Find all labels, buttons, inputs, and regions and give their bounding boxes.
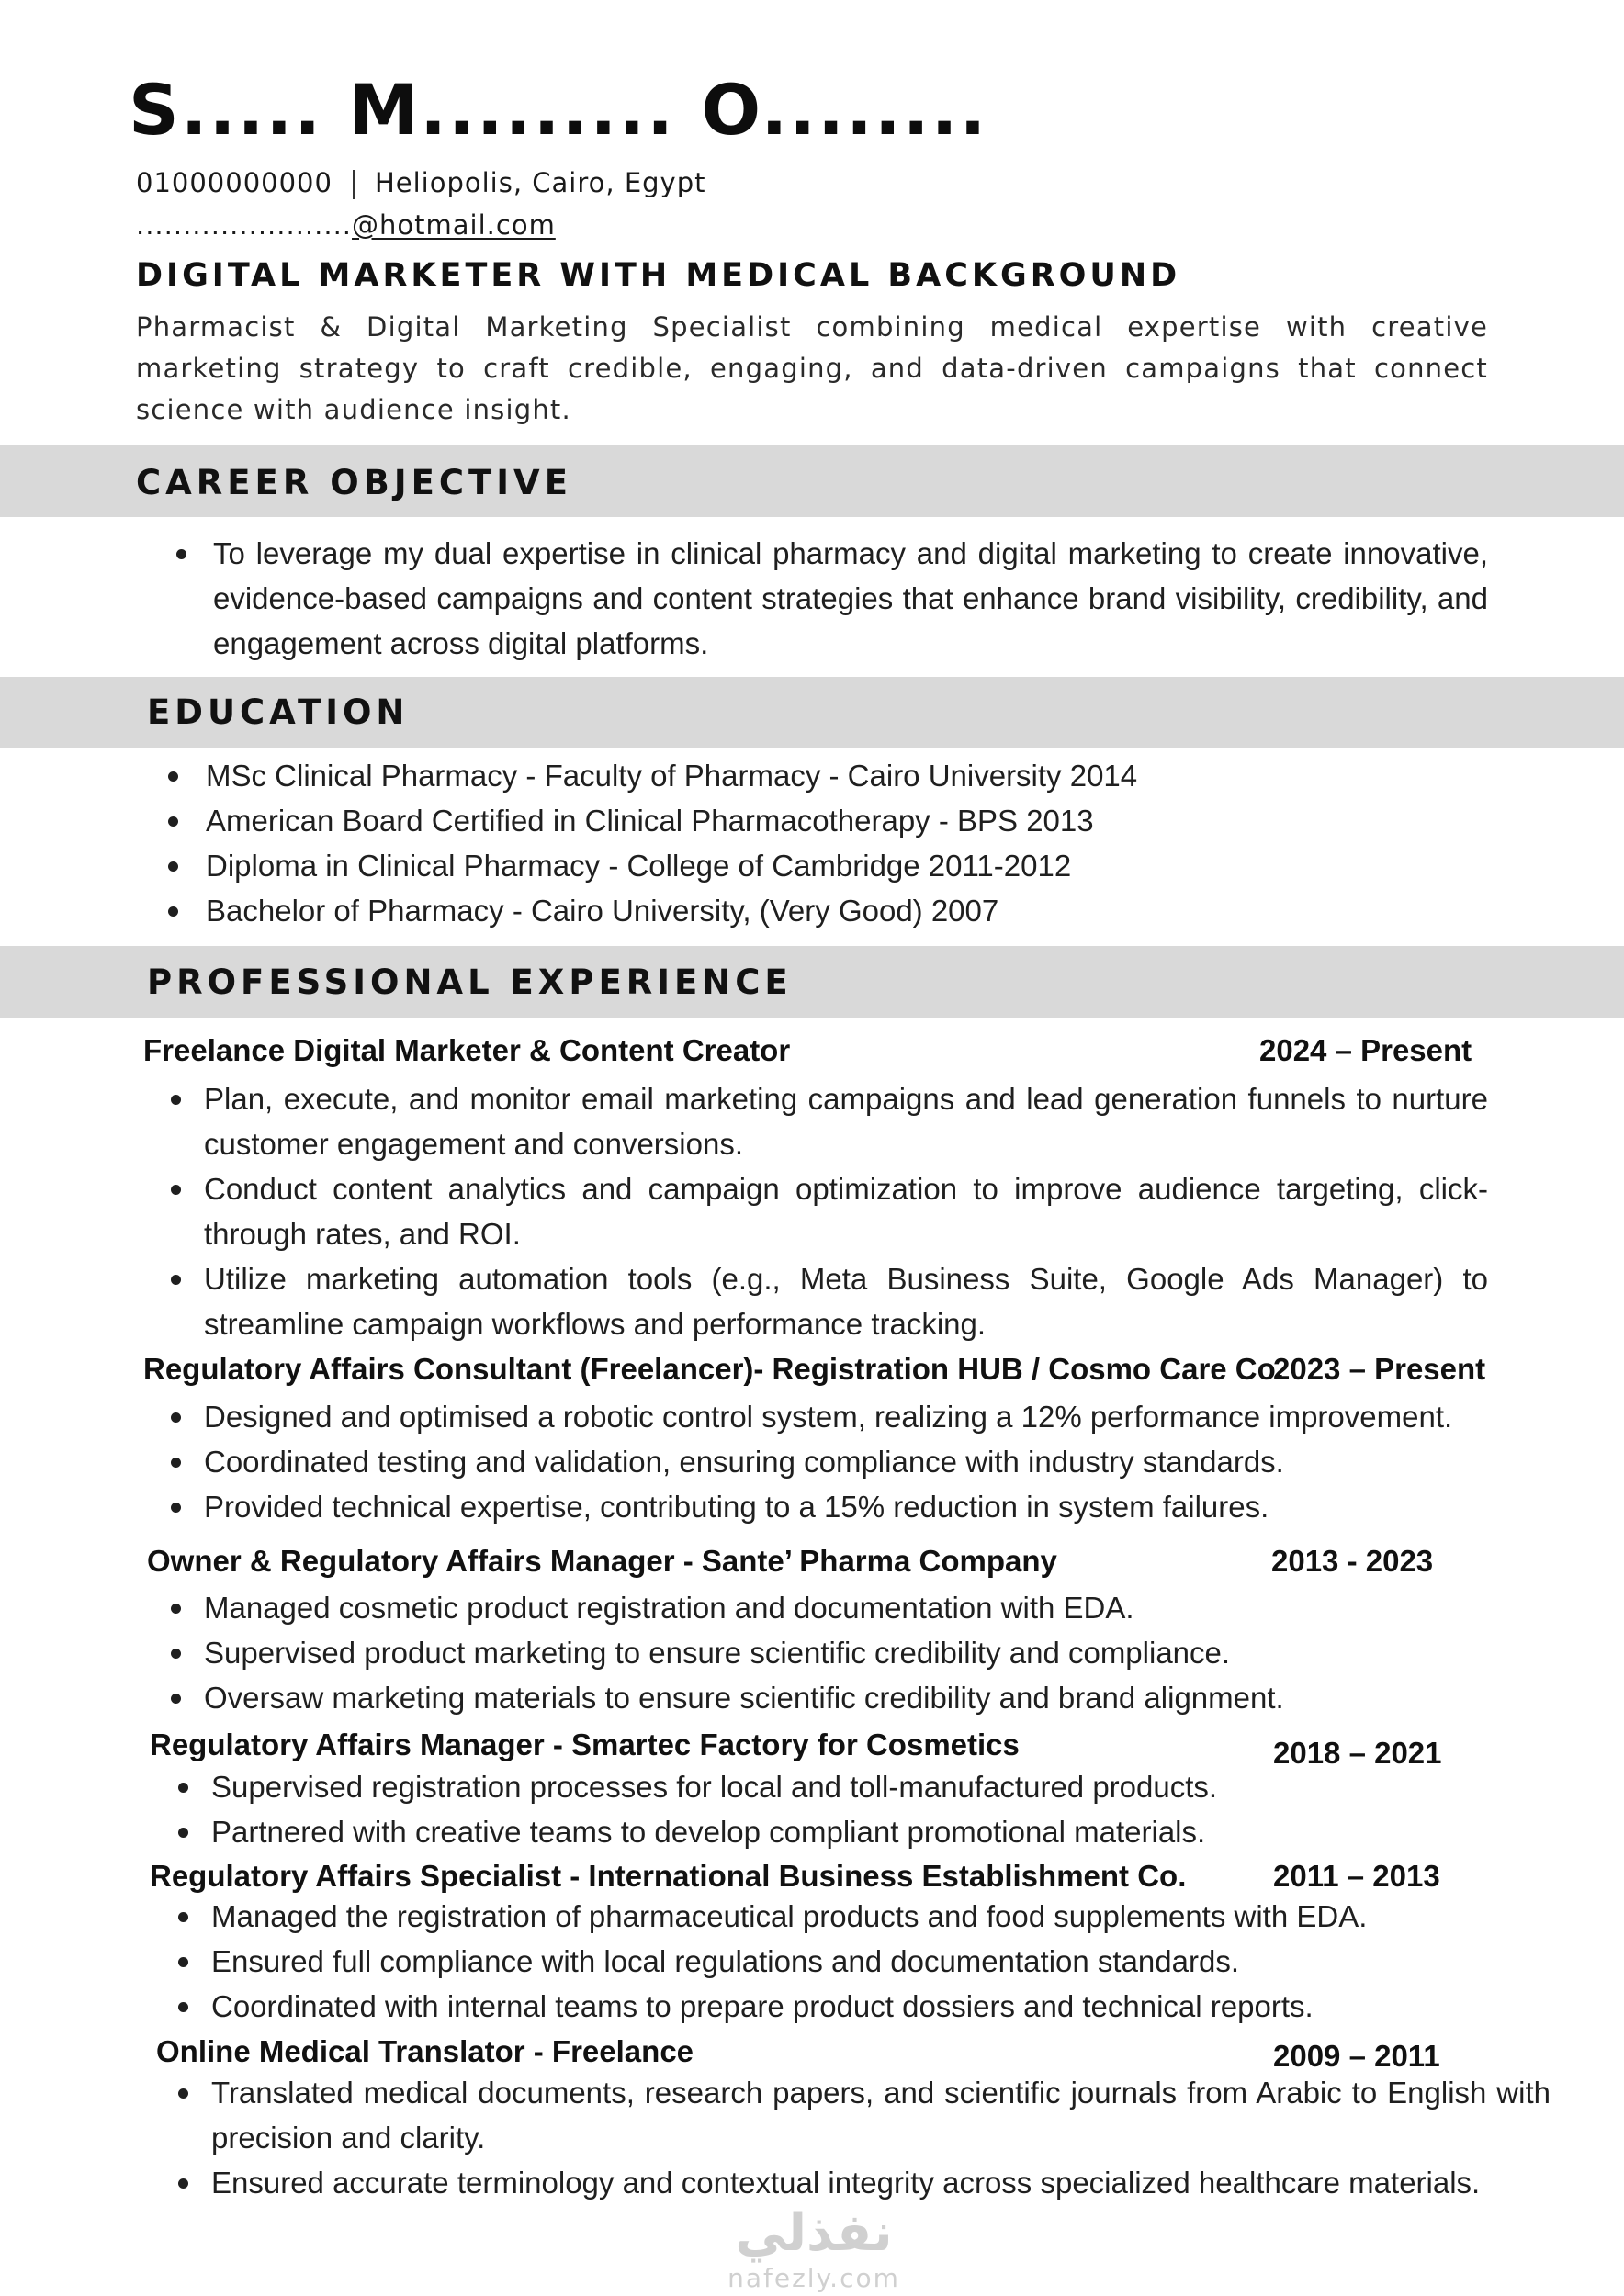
job-duties-list — [165, 1076, 1488, 1346]
job-date: 2023 – Present — [1273, 1352, 1486, 1386]
job-duties-list — [173, 1764, 1495, 1854]
contact-line — [136, 167, 706, 199]
job-title: Regulatory Affairs Consultant (Freelancer)- Registration HUB / Cosmo Care Co. — [143, 1352, 1284, 1386]
job-title: Owner & Regulatory Affairs Manager - Sante’ Pharma Company — [147, 1544, 1057, 1578]
candidate-name: S..... M......... O........ — [129, 69, 988, 151]
job-duties-list — [165, 1394, 1488, 1529]
job-duties-list — [165, 1585, 1488, 1720]
job-duties-list — [173, 1894, 1495, 2029]
job-date: 2024 – Present — [1259, 1033, 1472, 1067]
watermark-latin: nafezly.com — [727, 2263, 900, 2293]
email-link[interactable]: @hotmail.com — [352, 209, 556, 241]
list-item: Supervised product marketing to ensure scientific credibility and compliance. — [165, 1630, 1488, 1675]
list-item: Designed and optimised a robotic control system, realizing a 12% performance improvement. — [165, 1394, 1488, 1439]
list-item: Bachelor of Pharmacy - Cairo University, (Very Good) 2007 — [165, 888, 1488, 933]
email-prefix: ....................... — [136, 209, 353, 241]
job-duties-list — [173, 2070, 1551, 2205]
email-address — [136, 209, 556, 241]
list-item: Utilize marketing automation tools (e.g., Meta Business Suite, Google Ads Manager) to streamline campaign workflows and performance tracking. — [165, 1256, 1488, 1346]
profile-summary: Pharmacist & Digital Marketing Specialist combining medical expertise with creative marketing strategy to craft credible, engaging, and data-driven campaigns that connect science with audience insight. — [136, 311, 1488, 425]
list-item: MSc Clinical Pharmacy - Faculty of Pharmacy - Cairo University 2014 — [165, 753, 1488, 798]
list-item: Diploma in Clinical Pharmacy - College of Cambridge 2011-2012 — [165, 843, 1488, 888]
section-title-experience: PROFESSIONAL EXPERIENCE — [147, 962, 793, 1002]
list-item: Provided technical expertise, contributing to a 15% reduction in system failures. — [165, 1484, 1488, 1529]
section-title-education: EDUCATION — [147, 692, 410, 732]
job-date: 2018 – 2021 — [1273, 1736, 1442, 1770]
job-title: Regulatory Affairs Specialist - International Business Establishment Co. — [150, 1859, 1187, 1893]
watermark-logo — [713, 2204, 915, 2294]
list-item: Ensured full compliance with local regulations and documentation standards. — [173, 1939, 1495, 1984]
list-item: Translated medical documents, research papers, and scientific journals from Arabic to English with precision and clarity. — [173, 2070, 1551, 2160]
job-date: 2013 - 2023 — [1271, 1544, 1434, 1578]
watermark-arabic: نفذلي — [735, 2203, 893, 2263]
list-item: Coordinated testing and validation, ensuring compliance with industry standards. — [165, 1439, 1488, 1484]
list-item: Oversaw marketing materials to ensure scientific credibility and brand alignment. — [165, 1675, 1488, 1720]
job-title: Freelance Digital Marketer & Content Creator — [143, 1033, 791, 1067]
list-item: Partnered with creative teams to develop compliant promotional materials. — [173, 1809, 1495, 1854]
list-item: Managed the registration of pharmaceutical products and food supplements with EDA. — [173, 1894, 1495, 1939]
list-item: Conduct content analytics and campaign optimization to improve audience targeting, click-through rates, and ROI. — [165, 1166, 1488, 1256]
list-item: Ensured accurate terminology and contextual integrity across specialized healthcare materials. — [173, 2160, 1551, 2205]
list-item: Managed cosmetic product registration and documentation with EDA. — [165, 1585, 1488, 1630]
list-item: To leverage my dual expertise in clinical pharmacy and digital marketing to create innovative, evidence-based campaigns and content strategies that enhance brand visibility, credibility, and engagement across digital platforms. — [175, 531, 1488, 666]
list-item: American Board Certified in Clinical Pharmacotherapy - BPS 2013 — [165, 798, 1488, 843]
headline: DIGITAL MARKETER WITH MEDICAL BACKGROUND — [136, 257, 1181, 294]
job-date: 2011 – 2013 — [1273, 1859, 1440, 1893]
section-title-career-objective: CAREER OBJECTIVE — [136, 463, 572, 502]
job-date: 2009 – 2011 — [1273, 2039, 1440, 2073]
job-title: Online Medical Translator - Freelance — [156, 2034, 694, 2068]
education-list — [165, 753, 1488, 933]
list-item: Supervised registration processes for local and toll-manufactured products. — [173, 1764, 1495, 1809]
location: Heliopolis, Cairo, Egypt — [374, 167, 706, 198]
career-objective-list — [175, 531, 1488, 666]
list-item: Plan, execute, and monitor email marketing campaigns and lead generation funnels to nurture customer engagement and conversions. — [165, 1076, 1488, 1166]
list-item: Coordinated with internal teams to prepare product dossiers and technical reports. — [173, 1984, 1495, 2029]
phone-number: 01000000000 — [136, 167, 333, 198]
job-title: Regulatory Affairs Manager - Smartec Factory for Cosmetics — [150, 1728, 1020, 1761]
contact-divider — [353, 170, 355, 199]
